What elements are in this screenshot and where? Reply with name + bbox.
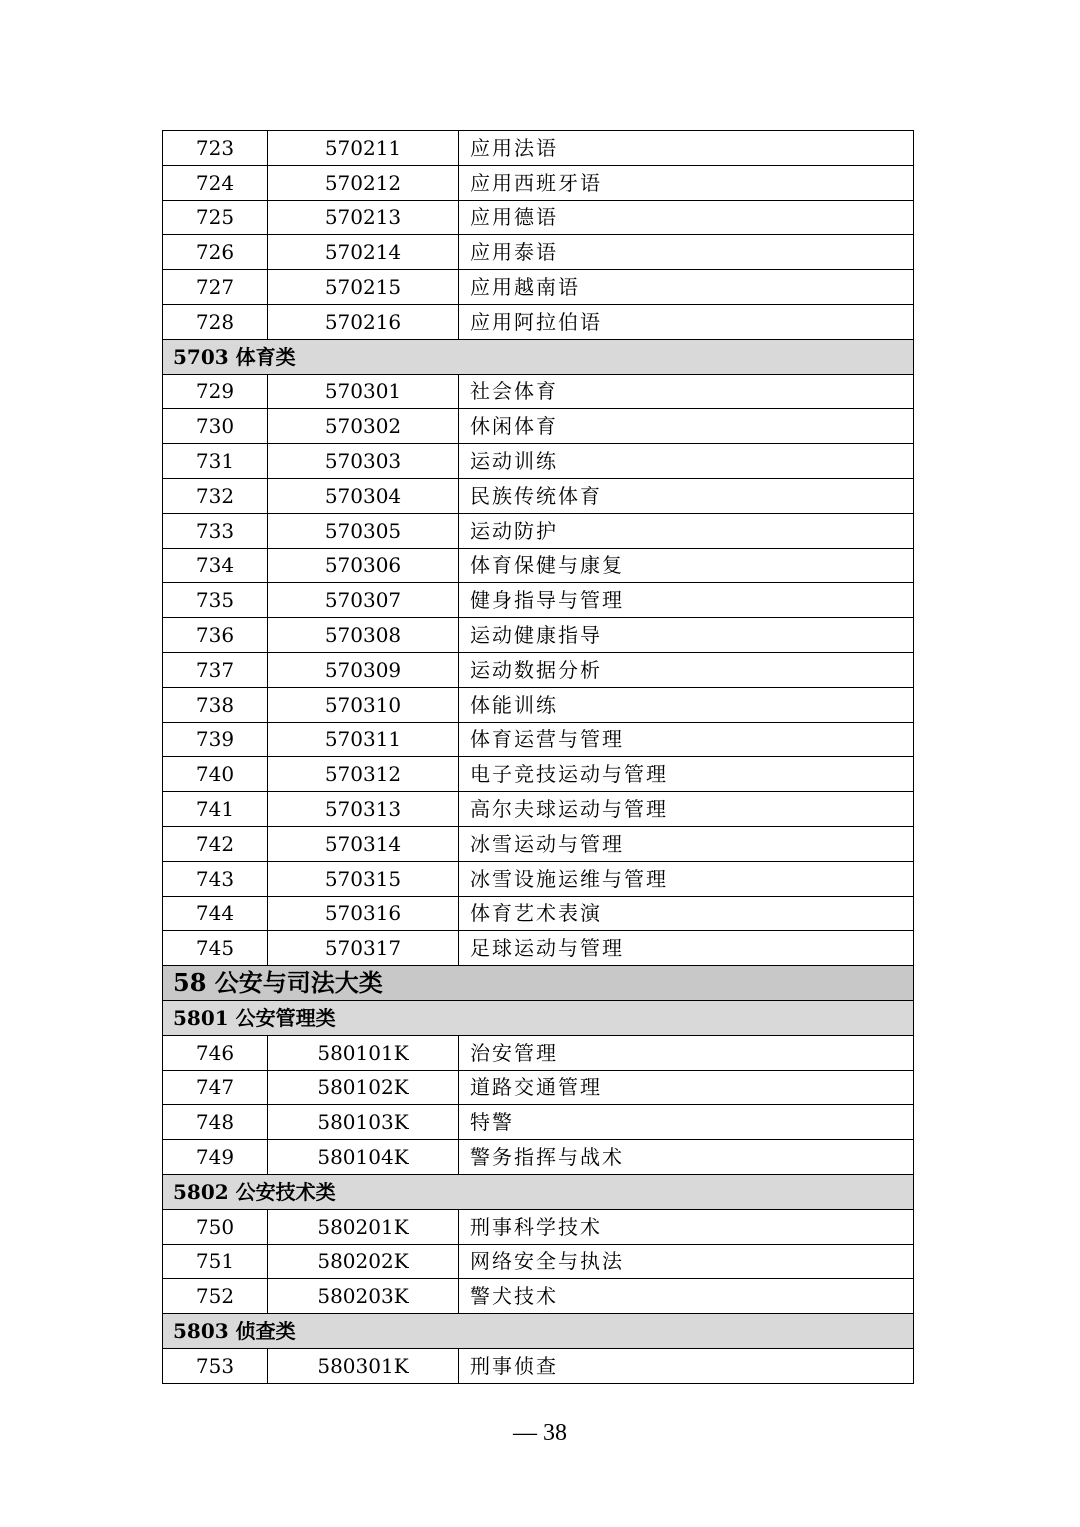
- program-code-cell: 570215: [268, 270, 459, 305]
- program-name-cell: 运动防护: [459, 513, 914, 548]
- program-name-cell: 冰雪设施运维与管理: [459, 861, 914, 896]
- program-code-cell: 580101K: [268, 1035, 459, 1070]
- table-row: [163, 618, 914, 653]
- table-row: [163, 513, 914, 548]
- table-row: [163, 722, 914, 757]
- program-name-cell: 刑事科学技术: [459, 1209, 914, 1244]
- row-number-cell: 743: [163, 861, 268, 896]
- table-row: [163, 1140, 914, 1175]
- table-row: [163, 1070, 914, 1105]
- program-name-cell: 社会体育: [459, 374, 914, 409]
- program-code-cell: 570312: [268, 757, 459, 792]
- program-code-cell: 580202K: [268, 1244, 459, 1279]
- row-number-cell: 745: [163, 931, 268, 966]
- program-name-cell: 应用法语: [459, 131, 914, 166]
- program-code-cell: 570214: [268, 235, 459, 270]
- table-row: [163, 896, 914, 931]
- program-code-cell: 570315: [268, 861, 459, 896]
- program-table: [162, 130, 914, 1384]
- program-name-cell: 运动训练: [459, 444, 914, 479]
- table-row: [163, 304, 914, 339]
- category-row: [163, 1174, 914, 1209]
- table-row: [163, 1105, 914, 1140]
- program-name-cell: 足球运动与管理: [459, 931, 914, 966]
- program-code-cell: 570216: [268, 304, 459, 339]
- table-row: [163, 131, 914, 166]
- row-number-cell: 738: [163, 687, 268, 722]
- category-row: [163, 339, 914, 374]
- table-row: [163, 1244, 914, 1279]
- program-name-cell: 电子竞技运动与管理: [459, 757, 914, 792]
- page-number: — 38: [513, 1420, 567, 1446]
- program-name-cell: 应用德语: [459, 200, 914, 235]
- row-number-cell: 751: [163, 1244, 268, 1279]
- table-row: [163, 826, 914, 861]
- program-name-cell: 健身指导与管理: [459, 583, 914, 618]
- program-code-cell: 570308: [268, 618, 459, 653]
- category-label: 5801 公安管理类: [163, 1000, 914, 1035]
- table-row: [163, 687, 914, 722]
- program-name-cell: 警犬技术: [459, 1279, 914, 1314]
- program-name-cell: 应用西班牙语: [459, 165, 914, 200]
- program-code-cell: 570314: [268, 826, 459, 861]
- table-row: [163, 583, 914, 618]
- table-row: [163, 1035, 914, 1070]
- program-name-cell: 警务指挥与战术: [459, 1140, 914, 1175]
- program-code-cell: 570306: [268, 548, 459, 583]
- program-code-cell: 570317: [268, 931, 459, 966]
- program-table-body: [163, 131, 914, 1384]
- program-code-cell: 570303: [268, 444, 459, 479]
- program-name-cell: 运动健康指导: [459, 618, 914, 653]
- program-code-cell: 580103K: [268, 1105, 459, 1140]
- program-code-cell: 570301: [268, 374, 459, 409]
- program-name-cell: 应用阿拉伯语: [459, 304, 914, 339]
- program-code-cell: 570310: [268, 687, 459, 722]
- row-number-cell: 740: [163, 757, 268, 792]
- category-label: 5802 公安技术类: [163, 1174, 914, 1209]
- table-row: [163, 235, 914, 270]
- program-name-cell: 休闲体育: [459, 409, 914, 444]
- program-code-cell: 570213: [268, 200, 459, 235]
- program-code-cell: 570212: [268, 165, 459, 200]
- program-name-cell: 体育运营与管理: [459, 722, 914, 757]
- program-name-cell: 运动数据分析: [459, 652, 914, 687]
- row-number-cell: 734: [163, 548, 268, 583]
- program-code-cell: 570309: [268, 652, 459, 687]
- row-number-cell: 731: [163, 444, 268, 479]
- table-row: [163, 1279, 914, 1314]
- table-row: [163, 861, 914, 896]
- program-name-cell: 网络安全与执法: [459, 1244, 914, 1279]
- program-name-cell: 体育艺术表演: [459, 896, 914, 931]
- program-code-cell: 570304: [268, 478, 459, 513]
- table-row: [163, 478, 914, 513]
- table-row: [163, 548, 914, 583]
- table-row: [163, 931, 914, 966]
- program-name-cell: 高尔夫球运动与管理: [459, 792, 914, 827]
- program-code-cell: 570311: [268, 722, 459, 757]
- category-label: 5703 体育类: [163, 339, 914, 374]
- row-number-cell: 741: [163, 792, 268, 827]
- program-table-container: [162, 130, 914, 1384]
- program-name-cell: 民族传统体育: [459, 478, 914, 513]
- category-row: [163, 1314, 914, 1349]
- program-code-cell: 570316: [268, 896, 459, 931]
- table-row: [163, 757, 914, 792]
- row-number-cell: 739: [163, 722, 268, 757]
- row-number-cell: 753: [163, 1348, 268, 1383]
- row-number-cell: 744: [163, 896, 268, 931]
- row-number-cell: 728: [163, 304, 268, 339]
- row-number-cell: 752: [163, 1279, 268, 1314]
- row-number-cell: 737: [163, 652, 268, 687]
- table-row: [163, 792, 914, 827]
- table-row: [163, 270, 914, 305]
- program-name-cell: 道路交通管理: [459, 1070, 914, 1105]
- program-name-cell: 刑事侦查: [459, 1348, 914, 1383]
- program-code-cell: 580102K: [268, 1070, 459, 1105]
- program-name-cell: 治安管理: [459, 1035, 914, 1070]
- row-number-cell: 727: [163, 270, 268, 305]
- row-number-cell: 749: [163, 1140, 268, 1175]
- program-name-cell: 应用越南语: [459, 270, 914, 305]
- row-number-cell: 746: [163, 1035, 268, 1070]
- table-row: [163, 200, 914, 235]
- program-code-cell: 570302: [268, 409, 459, 444]
- category-label: 5803 侦查类: [163, 1314, 914, 1349]
- program-code-cell: 580201K: [268, 1209, 459, 1244]
- program-code-cell: 580301K: [268, 1348, 459, 1383]
- program-code-cell: 580203K: [268, 1279, 459, 1314]
- row-number-cell: 736: [163, 618, 268, 653]
- program-name-cell: 体育保健与康复: [459, 548, 914, 583]
- table-row: [163, 444, 914, 479]
- program-name-cell: 特警: [459, 1105, 914, 1140]
- row-number-cell: 723: [163, 131, 268, 166]
- table-row: [163, 374, 914, 409]
- major-category-label: 58 公安与司法大类: [163, 966, 914, 1001]
- table-row: [163, 652, 914, 687]
- program-name-cell: 应用泰语: [459, 235, 914, 270]
- row-number-cell: 742: [163, 826, 268, 861]
- row-number-cell: 732: [163, 478, 268, 513]
- row-number-cell: 724: [163, 165, 268, 200]
- program-name-cell: 体能训练: [459, 687, 914, 722]
- program-code-cell: 570307: [268, 583, 459, 618]
- row-number-cell: 726: [163, 235, 268, 270]
- category-row: [163, 1000, 914, 1035]
- program-code-cell: 570305: [268, 513, 459, 548]
- row-number-cell: 735: [163, 583, 268, 618]
- program-code-cell: 570313: [268, 792, 459, 827]
- row-number-cell: 725: [163, 200, 268, 235]
- row-number-cell: 730: [163, 409, 268, 444]
- row-number-cell: 729: [163, 374, 268, 409]
- program-name-cell: 冰雪运动与管理: [459, 826, 914, 861]
- row-number-cell: 750: [163, 1209, 268, 1244]
- table-row: [163, 1209, 914, 1244]
- program-code-cell: 570211: [268, 131, 459, 166]
- row-number-cell: 748: [163, 1105, 268, 1140]
- major-category-row: [163, 966, 914, 1001]
- table-row: [163, 409, 914, 444]
- row-number-cell: 733: [163, 513, 268, 548]
- program-code-cell: 580104K: [268, 1140, 459, 1175]
- row-number-cell: 747: [163, 1070, 268, 1105]
- table-row: [163, 165, 914, 200]
- table-row: [163, 1348, 914, 1383]
